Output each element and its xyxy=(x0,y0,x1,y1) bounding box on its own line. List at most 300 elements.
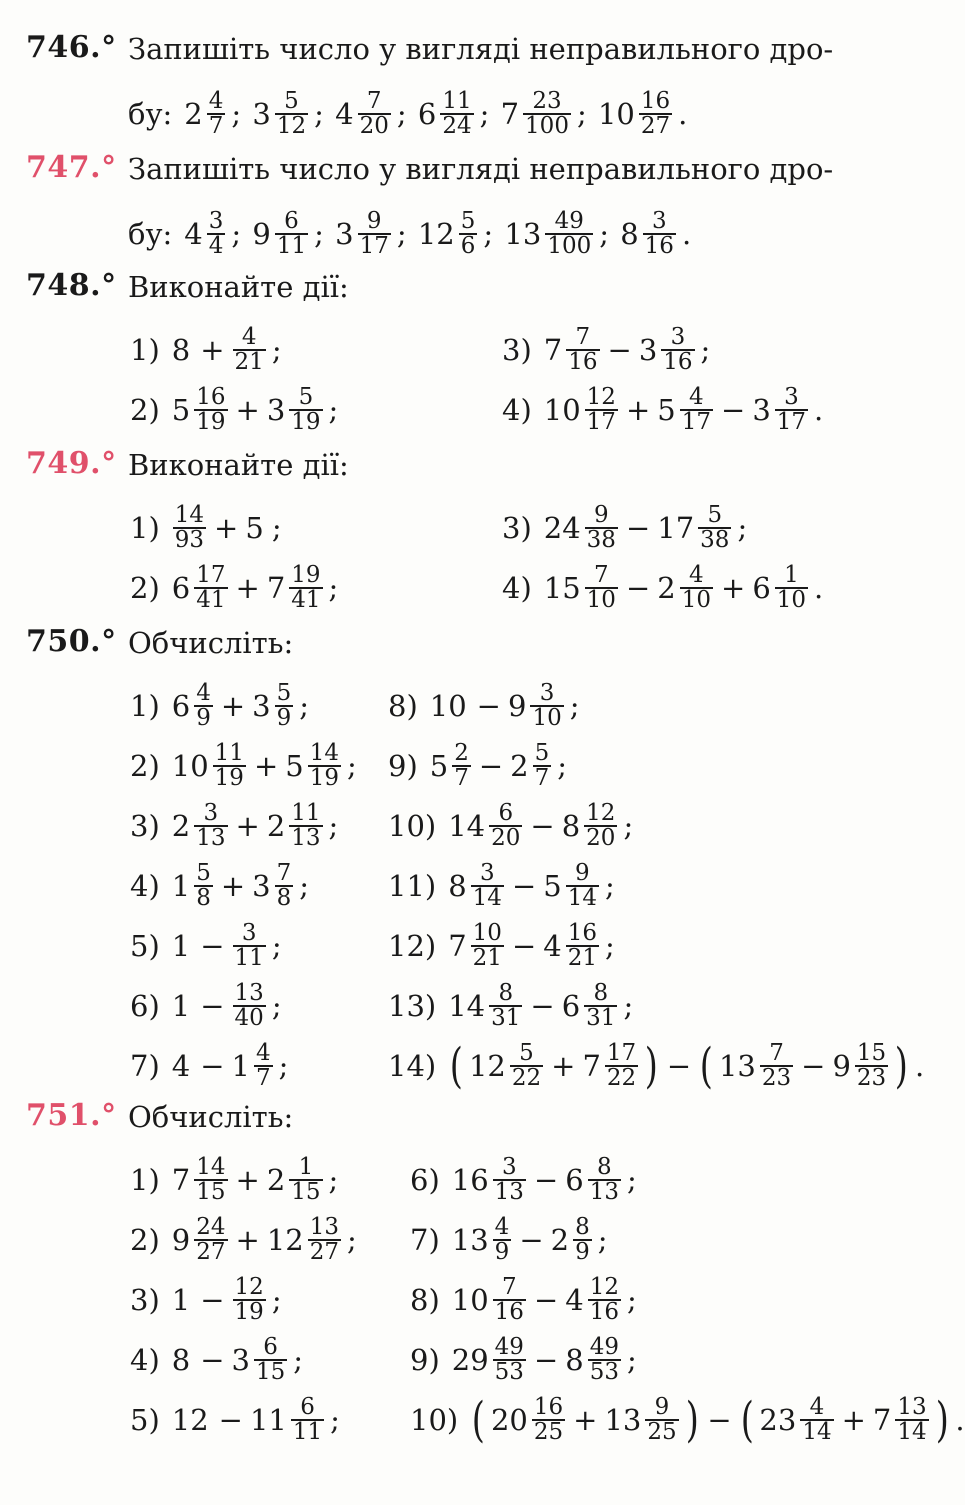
exercise-instruction: Обчисліть: xyxy=(128,1100,294,1134)
denominator: 19 xyxy=(309,765,339,791)
whole-part: 12 xyxy=(266,1223,304,1257)
task-label: 7) xyxy=(130,1049,160,1083)
mixed-number xyxy=(172,1343,193,1377)
mixed-number xyxy=(543,922,600,970)
mixed-number xyxy=(452,1156,527,1204)
fraction xyxy=(639,90,672,138)
expression xyxy=(170,1276,282,1324)
task-item xyxy=(502,564,823,612)
denominator: 15 xyxy=(291,1179,321,1205)
denominator: 16 xyxy=(644,233,674,259)
fraction xyxy=(194,862,213,910)
expression xyxy=(450,1336,637,1384)
whole-part: 8 xyxy=(565,1343,584,1377)
punctuation: ; xyxy=(293,1343,304,1377)
task-label: 5) xyxy=(130,929,160,963)
denominator: 16 xyxy=(663,349,693,375)
numerator: 6 xyxy=(284,208,299,234)
fraction xyxy=(588,1276,621,1324)
denominator: 14 xyxy=(897,1419,927,1445)
fraction xyxy=(194,386,227,434)
expression xyxy=(450,1276,637,1324)
numerator: 3 xyxy=(479,860,495,886)
expression xyxy=(170,1156,339,1204)
denominator: 19 xyxy=(214,765,244,791)
fraction xyxy=(545,210,593,258)
mixed-number xyxy=(832,1042,889,1090)
mixed-number xyxy=(544,564,619,612)
expression xyxy=(170,1336,303,1384)
fraction xyxy=(532,1396,565,1444)
mixed-number xyxy=(252,90,309,138)
task-item xyxy=(388,682,580,730)
numerator: 16 xyxy=(640,88,671,114)
task-item xyxy=(502,326,710,374)
punctuation: ; xyxy=(627,1343,637,1377)
fraction xyxy=(254,1336,287,1384)
operator: − xyxy=(707,1403,732,1437)
expression xyxy=(170,1216,357,1264)
operator: − xyxy=(218,1403,243,1437)
denominator: 10 xyxy=(586,587,616,613)
denominator: 31 xyxy=(491,1005,521,1031)
mixed-number xyxy=(172,504,207,552)
operator: − xyxy=(607,333,632,367)
denominator: 8 xyxy=(276,885,292,911)
mixed-number xyxy=(565,1276,622,1324)
task-label: 10) xyxy=(388,809,437,843)
denominator: 21 xyxy=(234,349,264,375)
fraction xyxy=(489,802,522,850)
whole-part: 10 xyxy=(597,97,635,131)
whole-part: 2 xyxy=(171,809,191,843)
denominator: 21 xyxy=(472,945,502,971)
task-label: 14) xyxy=(388,1049,437,1083)
numerator: 12 xyxy=(586,800,616,826)
separator: . xyxy=(678,97,688,131)
fraction xyxy=(573,1216,592,1264)
exercise-instruction: Запишіть число у вигляді неправильного дро- xyxy=(128,32,834,66)
operator: − xyxy=(200,1343,225,1377)
task-item xyxy=(130,1156,338,1204)
whole-part: 1 xyxy=(231,1049,250,1083)
fraction xyxy=(233,922,266,970)
punctuation: ; xyxy=(700,333,711,367)
numerator: 7 xyxy=(769,1040,784,1066)
punctuation: ; xyxy=(557,749,568,783)
denominator: 93 xyxy=(174,527,205,553)
denominator: 19 xyxy=(234,1299,264,1325)
whole-part: 13 xyxy=(504,217,542,251)
numerator: 5 xyxy=(460,208,476,234)
mixed-number xyxy=(543,862,600,910)
punctuation: ; xyxy=(299,869,310,903)
numerator: 12 xyxy=(589,1274,619,1300)
task-label: 8) xyxy=(388,689,418,723)
whole-part: 15 xyxy=(543,571,581,605)
whole-part: 3 xyxy=(335,217,354,251)
separator: ; xyxy=(314,217,334,251)
task-item xyxy=(130,1216,357,1264)
punctuation: ; xyxy=(347,749,357,783)
whole-part: 3 xyxy=(252,97,271,131)
whole-part: 5 xyxy=(429,749,449,783)
numerator: 8 xyxy=(575,1214,590,1240)
fraction xyxy=(358,210,391,258)
operator: − xyxy=(533,1283,559,1317)
expression xyxy=(428,682,580,730)
mixed-number xyxy=(657,564,714,612)
denominator: 20 xyxy=(359,113,389,139)
whole-part: 3 xyxy=(252,869,271,903)
task-label: 7) xyxy=(410,1223,440,1257)
task-label: 9) xyxy=(410,1343,440,1377)
numerator: 9 xyxy=(366,208,382,234)
fraction xyxy=(173,504,206,552)
whole-part: 9 xyxy=(832,1049,851,1083)
punctuation: ; xyxy=(328,571,339,605)
numerator: 3 xyxy=(784,384,799,410)
mixed-number xyxy=(172,989,193,1023)
mixed-number xyxy=(544,504,619,552)
denominator: 20 xyxy=(491,825,521,851)
denominator: 10 xyxy=(681,587,711,613)
mixed-number xyxy=(544,326,601,374)
punctuation: ; xyxy=(597,1223,608,1257)
mixed-number xyxy=(172,1283,193,1317)
numerator: 7 xyxy=(276,860,292,886)
numerator: 8 xyxy=(498,980,514,1006)
task-label: 2) xyxy=(130,571,160,605)
parenthesis: ( xyxy=(450,1038,464,1094)
numerator: 2 xyxy=(454,740,469,766)
numerator: 3 xyxy=(241,920,257,946)
whole-part: 13 xyxy=(451,1223,489,1257)
numerator: 14 xyxy=(196,1154,226,1180)
fraction xyxy=(308,742,341,790)
operator: − xyxy=(200,989,225,1023)
whole-part: 5 xyxy=(543,869,562,903)
mixed-number xyxy=(172,1156,229,1204)
task-item xyxy=(130,682,309,730)
expression xyxy=(446,922,615,970)
fraction xyxy=(566,862,599,910)
operator: + xyxy=(573,1403,598,1437)
denominator: 9 xyxy=(196,705,211,731)
fraction xyxy=(605,1042,638,1090)
task-item xyxy=(388,742,567,790)
denominator: 10 xyxy=(776,587,807,613)
task-item xyxy=(388,982,633,1030)
exercise-number: 747.° xyxy=(26,150,117,185)
whole-part: 23 xyxy=(759,1403,797,1437)
denominator: 11 xyxy=(234,945,264,971)
numerator: 4 xyxy=(494,1214,510,1240)
mixed-number xyxy=(172,1049,193,1083)
numerator: 16 xyxy=(567,920,597,946)
fraction xyxy=(291,1396,324,1444)
denominator: 25 xyxy=(533,1419,564,1445)
operator: − xyxy=(625,511,651,545)
numerator: 5 xyxy=(534,740,550,766)
expression xyxy=(446,1038,925,1094)
parenthesis: ) xyxy=(895,1038,909,1094)
task-label: 4) xyxy=(502,393,532,427)
task-item xyxy=(130,922,282,970)
mixed-number xyxy=(508,682,565,730)
denominator: 19 xyxy=(291,409,321,435)
expression xyxy=(170,326,282,374)
denominator: 7 xyxy=(208,113,224,139)
denominator: 31 xyxy=(586,1005,616,1031)
whole-part: 16 xyxy=(451,1163,489,1197)
denominator: 27 xyxy=(196,1239,226,1265)
numerator: 49 xyxy=(494,1334,524,1360)
whole-part: 14 xyxy=(448,989,486,1023)
exercise-instruction: Запишіть число у вигляді неправильного дро- xyxy=(128,152,834,186)
task-item xyxy=(410,1336,637,1384)
numerator: 5 xyxy=(519,1040,534,1066)
exercise-number: 750.° xyxy=(26,624,117,659)
whole-part: 12 xyxy=(171,1403,209,1437)
expression xyxy=(170,504,282,552)
operator: − xyxy=(200,1283,225,1317)
fraction xyxy=(459,210,478,258)
fraction xyxy=(493,1336,526,1384)
task-label: 6) xyxy=(130,989,160,1023)
operator: − xyxy=(511,869,537,903)
numerator: 8 xyxy=(593,980,609,1006)
numerator: 1 xyxy=(298,1154,314,1180)
mixed-number xyxy=(452,1336,527,1384)
punctuation: ; xyxy=(271,333,282,367)
punctuation: ; xyxy=(737,511,748,545)
expression xyxy=(170,802,339,850)
expression xyxy=(170,862,309,910)
numerator: 6 xyxy=(263,1334,278,1360)
mixed-number xyxy=(267,1156,324,1204)
numerator: 6 xyxy=(498,800,514,826)
whole-part: 8 xyxy=(448,869,467,903)
numerator: 4 xyxy=(689,562,704,588)
parenthesis: ( xyxy=(472,1392,486,1448)
mixed-number xyxy=(873,1396,930,1444)
numerator: 4 xyxy=(689,384,704,410)
fraction xyxy=(588,1156,621,1204)
whole-part: 2 xyxy=(510,749,529,783)
numerator: 5 xyxy=(196,860,211,886)
punctuation: ; xyxy=(271,511,282,545)
fraction xyxy=(800,1396,833,1444)
operator: − xyxy=(721,393,746,427)
punctuation: ; xyxy=(623,989,634,1023)
numerator: 4 xyxy=(208,88,224,114)
mixed-number xyxy=(582,1042,639,1090)
numerator: 3 xyxy=(203,800,219,826)
mixed-number xyxy=(250,1396,325,1444)
mixed-number xyxy=(491,1396,566,1444)
punctuation: ; xyxy=(627,1283,637,1317)
whole-part: 5 xyxy=(285,749,304,783)
task-item xyxy=(130,1276,282,1324)
expression xyxy=(170,386,339,434)
numerator: 10 xyxy=(472,920,502,946)
whole-part: 29 xyxy=(451,1343,489,1377)
denominator: 22 xyxy=(606,1065,637,1091)
mixed-number xyxy=(562,802,619,850)
whole-part: 5 xyxy=(657,393,676,427)
mixed-number xyxy=(232,982,267,1030)
punctuation: ; xyxy=(299,689,310,723)
mixed-number xyxy=(285,742,342,790)
fraction xyxy=(661,326,694,374)
denominator: 19 xyxy=(196,409,226,435)
fraction xyxy=(452,742,471,790)
mixed-number xyxy=(172,564,229,612)
whole-part: 3 xyxy=(638,333,658,367)
task-label: 8) xyxy=(410,1283,440,1317)
punctuation: ; xyxy=(271,929,282,963)
punctuation: ; xyxy=(271,989,282,1023)
numerator: 3 xyxy=(208,208,224,234)
denominator: 41 xyxy=(291,587,321,613)
fraction xyxy=(275,210,308,258)
expression xyxy=(446,802,633,850)
fraction xyxy=(493,1276,526,1324)
fraction xyxy=(194,1216,227,1264)
fraction xyxy=(760,1042,793,1090)
task-label: 2) xyxy=(130,749,160,783)
expression xyxy=(170,682,309,730)
numerator: 9 xyxy=(654,1394,670,1420)
denominator: 7 xyxy=(454,765,469,791)
denominator: 8 xyxy=(196,885,211,911)
operator: − xyxy=(200,929,225,963)
fraction xyxy=(289,564,322,612)
numerator: 16 xyxy=(196,384,226,410)
operator: − xyxy=(476,689,501,723)
operator: + xyxy=(841,1403,866,1437)
expression xyxy=(542,564,824,612)
whole-part: 13 xyxy=(604,1403,642,1437)
mixed-number xyxy=(544,386,619,434)
mixed-number xyxy=(565,1156,622,1204)
task-item xyxy=(388,1038,925,1094)
separator: ; xyxy=(483,217,503,251)
task-label: 1) xyxy=(130,1163,160,1197)
expression xyxy=(170,1042,289,1090)
mixed-number xyxy=(448,922,505,970)
mixed-number xyxy=(172,802,229,850)
punctuation: ; xyxy=(623,809,634,843)
fraction xyxy=(194,802,227,850)
task-label: 4) xyxy=(502,571,532,605)
task-item xyxy=(410,1216,608,1264)
expression xyxy=(170,982,282,1030)
mixed-number xyxy=(759,1396,834,1444)
numerator: 3 xyxy=(539,680,555,706)
operator: + xyxy=(235,393,260,427)
numerator: 4 xyxy=(196,680,211,706)
mixed-number xyxy=(565,1336,622,1384)
fraction xyxy=(530,682,563,730)
denominator: 13 xyxy=(196,825,226,851)
mixed-number xyxy=(245,511,266,545)
denominator: 100 xyxy=(547,233,592,259)
mixed-number xyxy=(267,1216,342,1264)
whole-part: 10 xyxy=(543,393,581,427)
numerator: 11 xyxy=(214,740,244,766)
task-item xyxy=(130,564,338,612)
operator: + xyxy=(214,511,239,545)
denominator: 17 xyxy=(681,409,711,435)
numerator: 12 xyxy=(234,1274,264,1300)
whole-part: 8 xyxy=(171,1343,191,1377)
denominator: 41 xyxy=(196,587,226,613)
whole-part: 4 xyxy=(171,1049,191,1083)
operator: + xyxy=(625,393,651,427)
mixed-number xyxy=(752,564,809,612)
operator: − xyxy=(666,1049,692,1083)
expression xyxy=(450,1156,637,1204)
task-label: 1) xyxy=(130,333,160,367)
numerator: 3 xyxy=(501,1154,517,1180)
numerator: 19 xyxy=(291,562,321,588)
mixed-number xyxy=(604,1396,679,1444)
operator: − xyxy=(533,1343,559,1377)
separator: ; xyxy=(231,97,251,131)
whole-part: 7 xyxy=(543,333,563,367)
numerator: 5 xyxy=(276,680,292,706)
expression xyxy=(468,1392,965,1448)
whole-part: 2 xyxy=(550,1223,570,1257)
numerator: 5 xyxy=(298,384,314,410)
mixed-number xyxy=(252,210,309,258)
task-label: 1) xyxy=(130,689,160,723)
fraction xyxy=(289,802,322,850)
exercise-number: 749.° xyxy=(26,446,117,481)
punctuation: ; xyxy=(605,869,615,903)
operator: − xyxy=(478,749,504,783)
parenthesis: ) xyxy=(644,1038,659,1094)
fraction xyxy=(588,1336,621,1384)
task-item xyxy=(502,504,747,552)
mixed-number xyxy=(267,564,324,612)
mixed-number xyxy=(232,1336,289,1384)
operator: − xyxy=(519,1223,544,1257)
expression xyxy=(170,1396,340,1444)
task-label: 2) xyxy=(130,393,160,427)
numerator: 13 xyxy=(897,1394,927,1420)
operator: − xyxy=(530,809,555,843)
numerator: 4 xyxy=(255,1040,271,1066)
operator: + xyxy=(220,869,246,903)
whole-part: 24 xyxy=(543,511,581,545)
fraction xyxy=(289,386,322,434)
whole-part: 8 xyxy=(561,809,581,843)
punctuation: ; xyxy=(328,809,339,843)
task-item xyxy=(130,802,338,850)
fraction xyxy=(194,682,213,730)
fraction xyxy=(566,922,599,970)
denominator: 16 xyxy=(568,349,598,375)
mixed-number xyxy=(172,682,214,730)
task-label: 11) xyxy=(388,869,437,903)
operator: − xyxy=(533,1163,559,1197)
whole-part: 14 xyxy=(448,809,486,843)
task-item xyxy=(130,862,309,910)
fraction xyxy=(895,1396,928,1444)
